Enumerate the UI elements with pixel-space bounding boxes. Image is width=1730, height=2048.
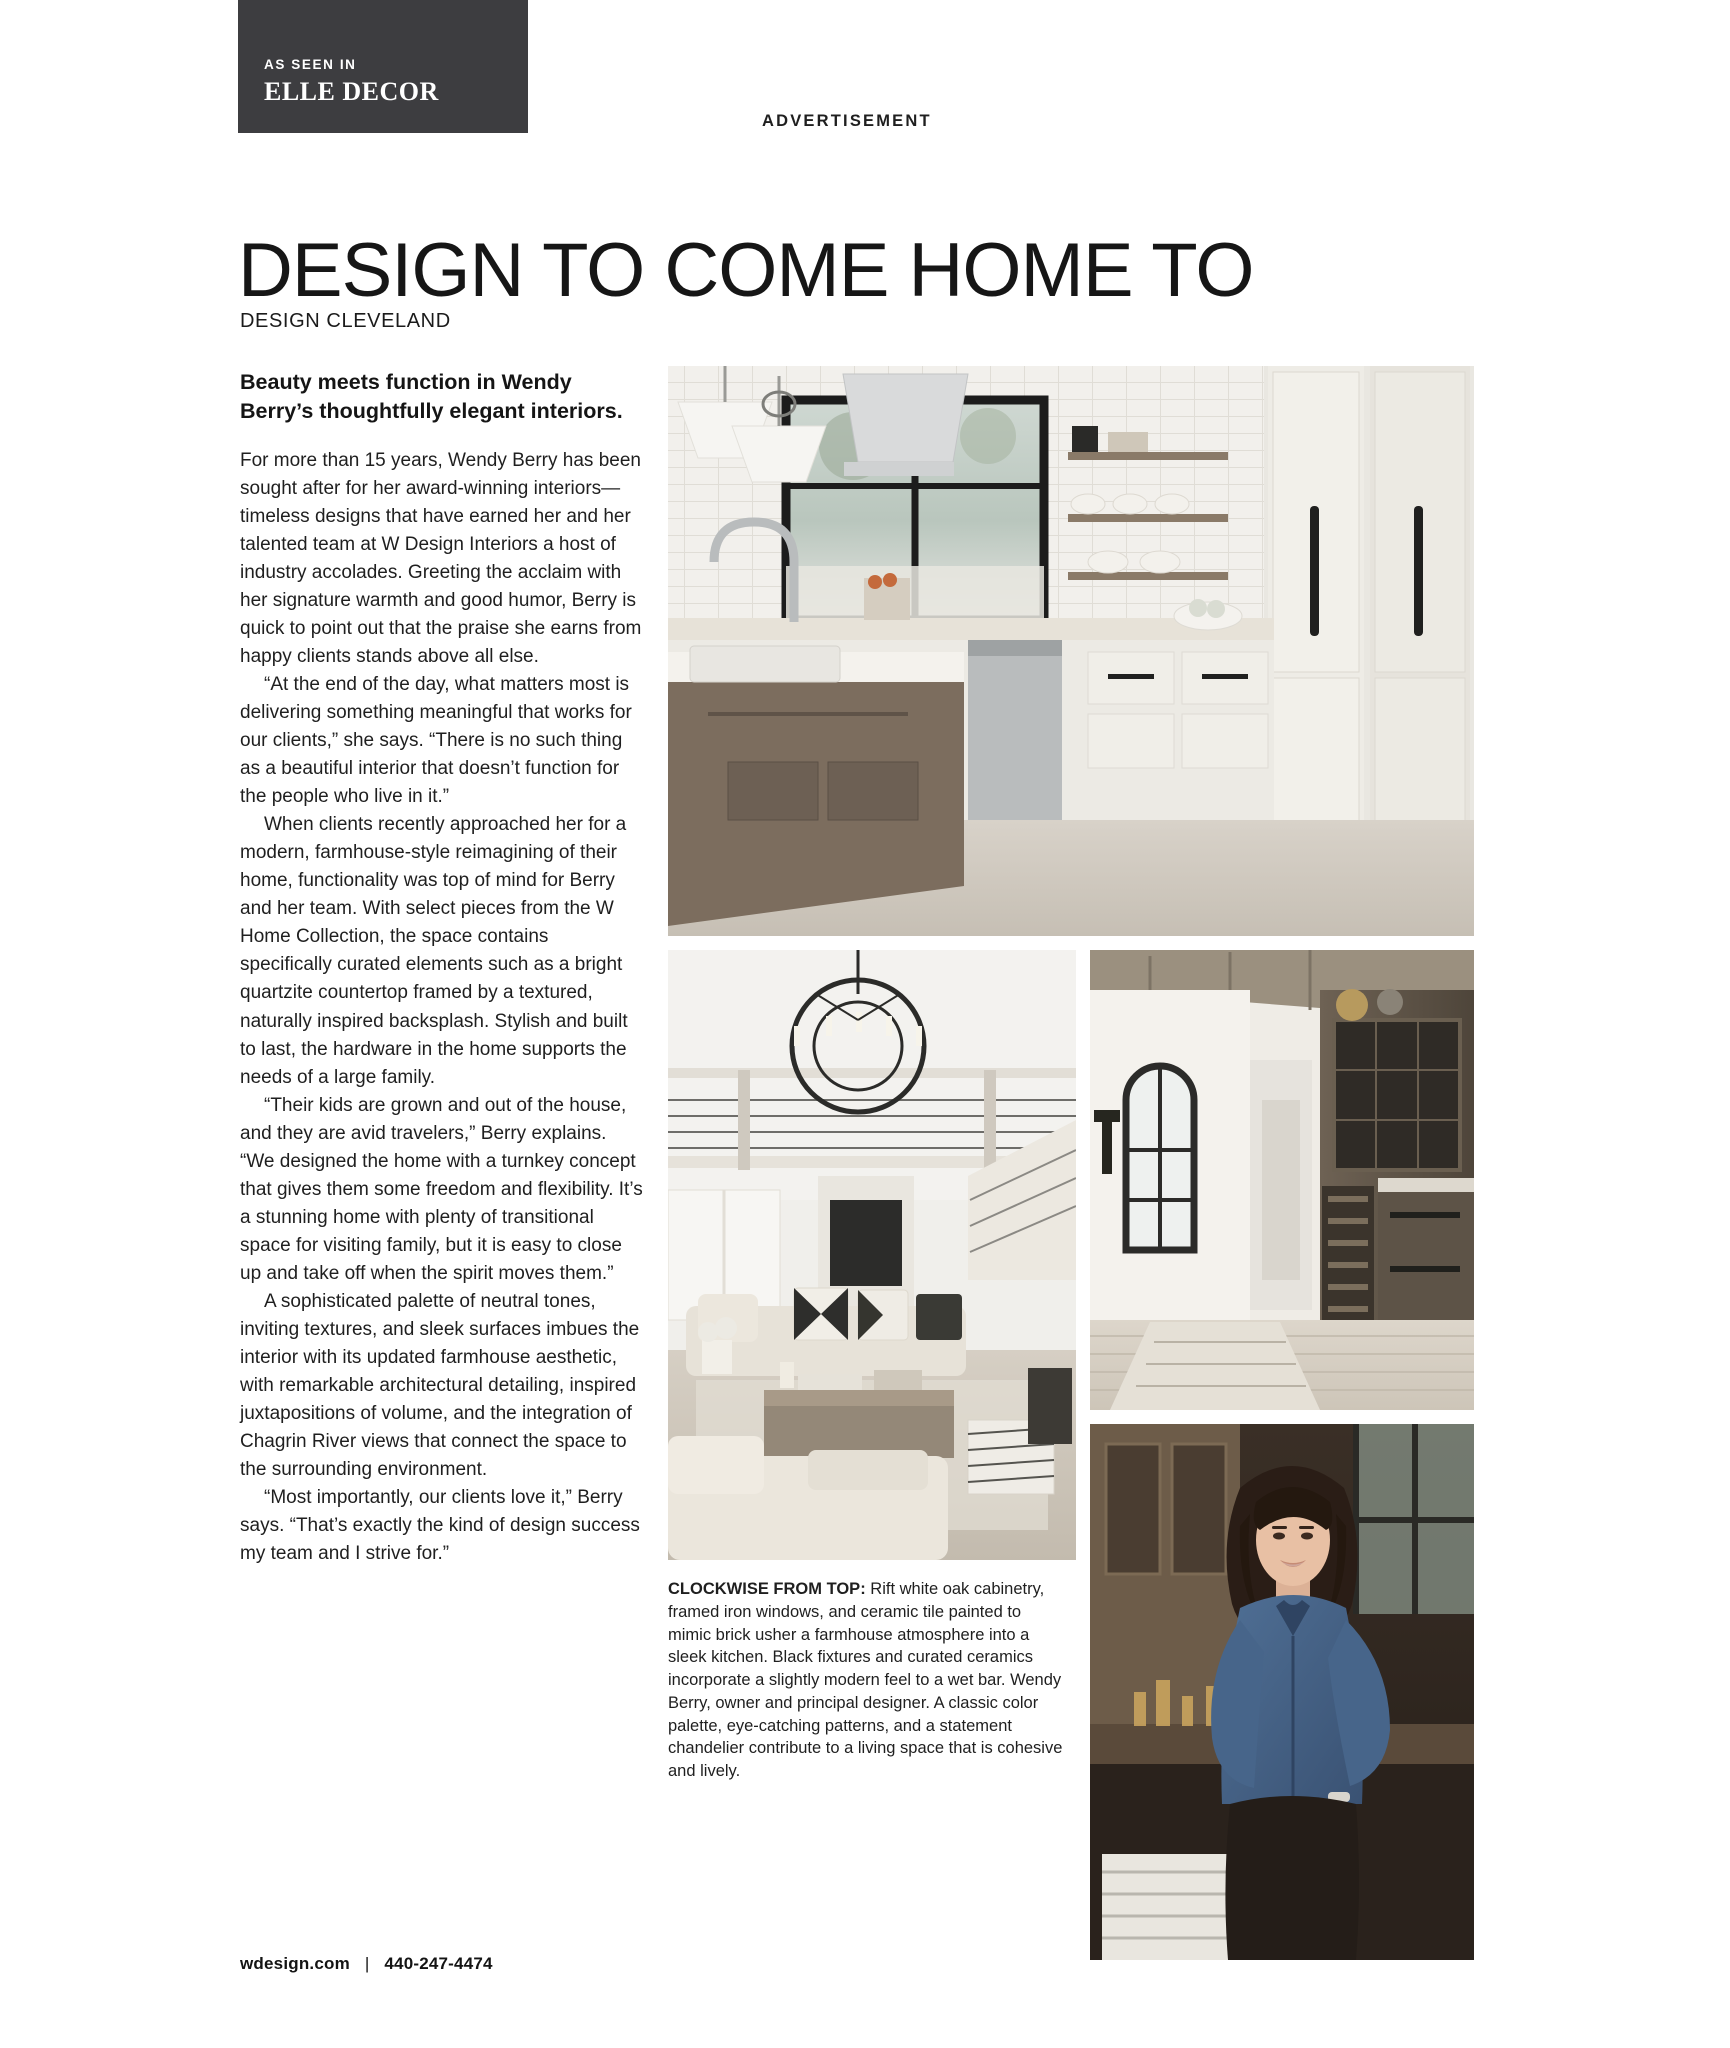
article-body xyxy=(240,447,645,1568)
badge-brand: ELLE DECOR xyxy=(264,76,439,106)
contact-footer xyxy=(240,1954,493,1974)
section-label: DESIGN CLEVELAND xyxy=(240,310,451,332)
advertisement-label: ADVERTISEMENT xyxy=(762,112,932,130)
as-seen-in-badge xyxy=(238,0,528,133)
body-paragraph: For more than 15 years, Wendy Berry has been sought after for her award-winning interiors—timeless designs that have earned her and her talented team at W Design Interiors a host of industry accolades. Greeting the acclaim with her signature warmth and good humor, Berry is quick to point out that the praise she earns from happy clients stands above all else. xyxy=(240,450,642,668)
photo-caption xyxy=(668,1578,1068,1783)
caption-lead: CLOCKWISE FROM TOP: xyxy=(668,1580,866,1598)
kitchen-photo xyxy=(668,366,1474,936)
wet-bar-photo xyxy=(1090,950,1474,1410)
body-paragraph: “At the end of the day, what matters most is delivering something meaningful that works for our clients,” she says. “There is no such thing as a beautiful interior that doesn’t function for the people who live in it.” xyxy=(240,674,632,808)
website-link[interactable]: wdesign.com xyxy=(240,1954,350,1973)
body-paragraph: “Most importantly, our clients love it,” Berry says. “That’s exactly the kind of design success my team and I strive for.” xyxy=(240,1486,640,1564)
page-title: DESIGN TO COME HOME TO xyxy=(238,227,1254,313)
article-deck: Beauty meets function in Wendy Berry’s thoughtfully elegant interiors. xyxy=(240,370,623,423)
body-paragraph: A sophisticated palette of neutral tones, inviting textures, and sleek surfaces imbues the interior with its updated farmhouse aesthetic, with remarkable architectural detailing, inspired juxtapositions of volume, and the integration of Chagrin River views that connect the space to the surrounding environment. xyxy=(240,1290,640,1480)
badge-kicker: AS SEEN IN xyxy=(264,57,357,72)
designer-portrait-photo xyxy=(1090,1424,1474,1960)
body-paragraph: When clients recently approached her for a modern, farmhouse-style reimagining of their home, functionality was top of mind for Berry and her team. With select pieces from the W Home Collection, the space contains specifically curated elements such as a bright quartzite countertop framed by a textured, naturally inspired backsplash. Stylish and built to last, the hardware in the home supports the needs of a large family. xyxy=(240,814,628,1088)
body-paragraph: “Their kids are grown and out of the house, and they are avid travelers,” Berry explains. “We designed the home with a turnkey concept that gives them some freedom and flexibility. It’s a stunning home with plenty of transitional space for visiting family, but it is easy to close up and take off when the spirit moves them.” xyxy=(240,1094,643,1284)
article-text-column xyxy=(240,368,645,1568)
caption-text: Rift white oak cabinetry, framed iron windows, and ceramic tile painted to mimic brick usher a farmhouse atmosphere into a sleek kitchen. Black fixtures and curated ceramics incorporate a slightly modern feel to a wet bar. Wendy Berry, owner and principal designer. A classic color palette, eye-catching patterns, and a statement chandelier contribute to a living space that is cohesive and lively. xyxy=(668,1580,1063,1781)
living-room-photo xyxy=(668,950,1076,1560)
phone-number[interactable]: 440-247-4474 xyxy=(384,1954,493,1973)
footer-separator: | xyxy=(364,1954,370,1973)
